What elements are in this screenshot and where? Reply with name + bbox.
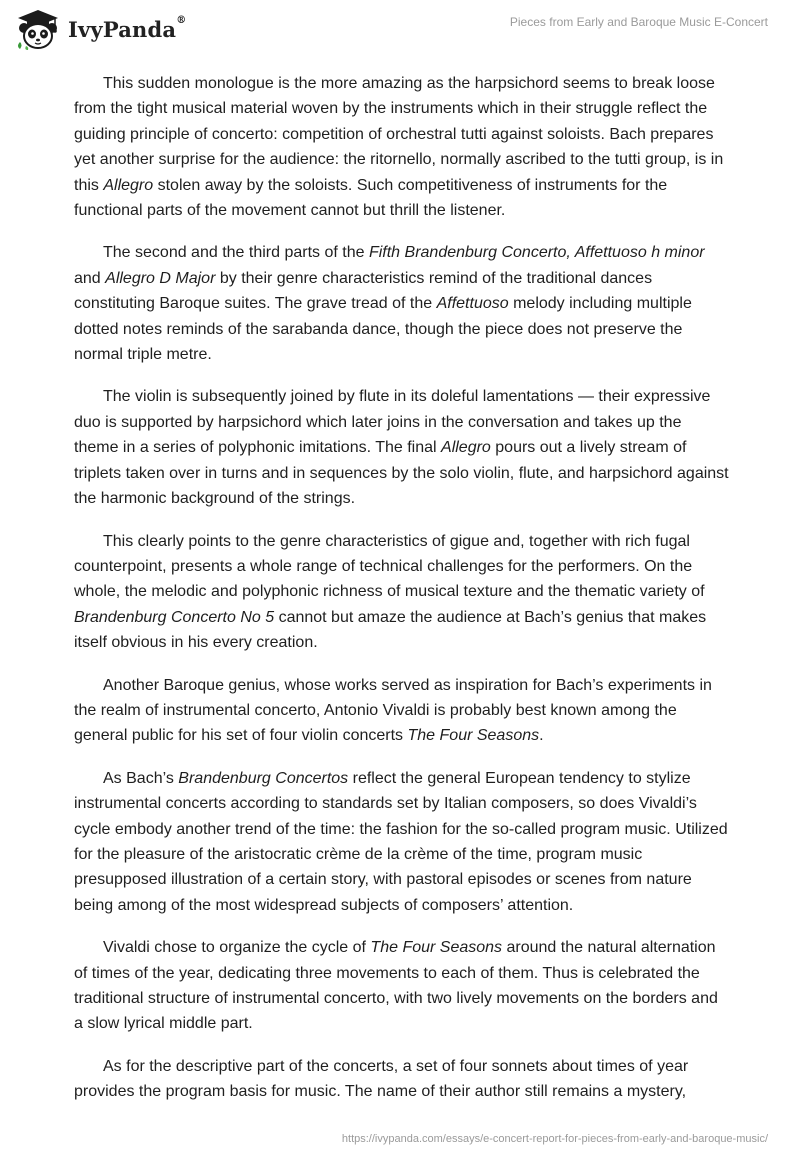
italic-title: Allegro — [103, 176, 154, 194]
paragraph — [74, 240, 730, 367]
document-title: Pieces from Early and Baroque Music E-Concert — [509, 15, 768, 29]
text-run: As for the descriptive part of the concerts, a set of four sonnets about times of year provides the program basis for music. The name of their author still remains a mystery, — [74, 1057, 689, 1101]
text-run: reflect the general European tendency to stylize instrumental concerts according to standards set by Italian composers, so does Vivaldi’s cycle embody another trend of the time: the fashion for the so-called program music. Utilized for the pleasure of the aristocratic crème de la crème of the time, program music presupposed illustration of a certain story, with pastoral episodes or scenes from nature being among of the most widespread subjects of composers’ attention. — [74, 769, 728, 914]
text-run: pours out a lively stream of triplets taken over in turns and in sequences by the solo violin, flute, and harpsichord against the harmonic background of the strings. — [74, 439, 729, 508]
text-run: The violin is subsequently joined by flute in its doleful lamentations — their expressive duo is supported by harpsichord which later joins in the conversation and takes up the theme in a series of polyphonic imitations. The final — [74, 388, 711, 457]
text-run: around the natural alternation of times of the year, dedicating three movements to each of them. Thus is celebrated the traditional structure of instrumental concerto, with two lively movements on the borders and a slow lyrical middle part. — [74, 939, 718, 1033]
text-run: by their genre characteristics remind of the traditional dances constituting Baroque suites. The grave tread of the — [74, 269, 653, 313]
text-run: stolen away by the soloists. Such competitiveness of instruments for the functional parts of the movement cannot but thrill the listener. — [74, 176, 668, 220]
paragraph — [74, 384, 730, 511]
text-run: This clearly points to the genre characteristics of gigue and, together with rich fugal counterpoint, presents a whole range of technical challenges for the performers. On the whole, the melodic and polyphonic richness of musical texture and the thematic variety of — [74, 532, 705, 601]
brand-name: IvyPanda® — [68, 14, 187, 42]
text-run: cannot but amaze the audience at Bach’s genius that makes itself obvious in his every creation. — [74, 608, 707, 652]
essay-body — [74, 71, 730, 1122]
italic-title: The Four Seasons — [370, 939, 503, 957]
italic-title: Allegro D Major — [105, 269, 216, 287]
paragraph — [74, 71, 730, 223]
paragraph — [74, 673, 730, 749]
page-header — [0, 0, 800, 64]
paragraph — [74, 529, 730, 656]
italic-title: Allegro — [441, 439, 491, 457]
text-run: and — [74, 269, 106, 287]
text-run: melody including multiple dotted notes reminds of the sarabanda dance, though the piece does not preserve the normal triple metre. — [74, 295, 692, 364]
paragraph — [74, 935, 730, 1037]
text-run: This sudden monologue is the more amazing as the harpsichord seems to break loose from the tight musical material woven by the instruments which in their struggle reflect the guiding principle of concerto: competition of orchestral tutti against soloists. Bach prepares yet another surprise for the audience: the ritornello, normally ascribed to the tutti group, is in this — [74, 75, 724, 194]
text-run: Another Baroque genius, whose works served as inspiration for Bach’s experiments in the realm of instrumental concerto, Antonio Vivaldi is probably best known among the general public for his set of four violin concerts — [74, 676, 712, 745]
italic-title: Brandenburg Concertos — [178, 769, 349, 787]
italic-title: Brandenburg Concerto No 5 — [74, 608, 275, 626]
text-run: As Bach’s — [103, 769, 179, 787]
text-run: The second and the third parts of the — [103, 244, 369, 262]
text-run: Vivaldi chose to organize the cycle of — [103, 939, 371, 957]
italic-title: The Four Seasons — [407, 727, 540, 745]
panda-graduate-icon — [14, 8, 62, 50]
brand-logo[interactable] — [14, 8, 186, 50]
paragraph — [74, 1054, 730, 1105]
source-url[interactable]: https://ivypanda.com/essays/e-concert-report-for-pieces-from-early-and-baroque-music/ — [341, 1133, 768, 1145]
paragraph — [74, 766, 730, 918]
text-run: . — [539, 727, 544, 745]
italic-title: Affettuoso — [436, 295, 509, 313]
italic-title: Fifth Brandenburg Concerto, Affettuoso h minor — [368, 244, 705, 262]
